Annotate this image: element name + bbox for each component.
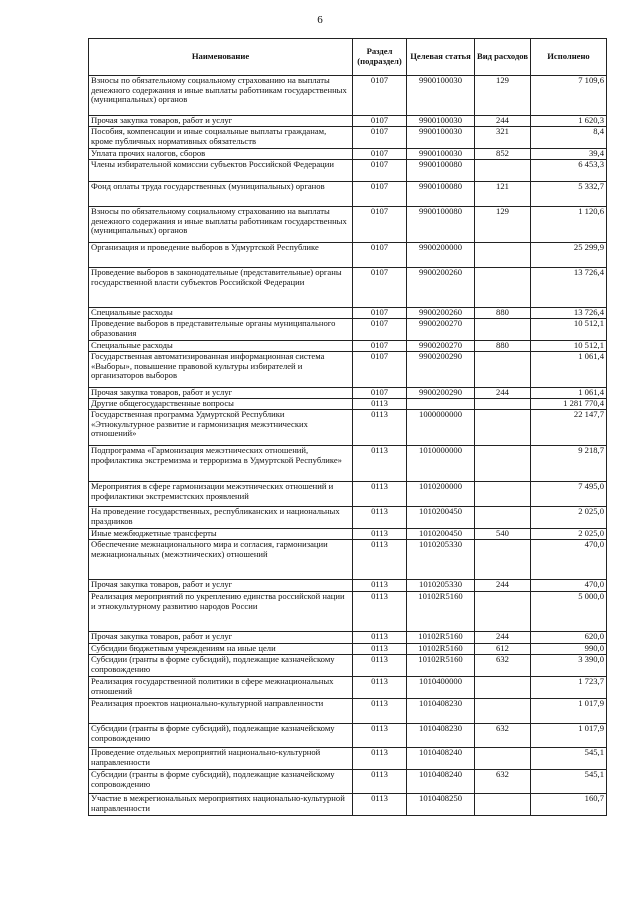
row-expense: 129 (475, 76, 531, 116)
row-section: 0113 (353, 410, 407, 446)
row-section: 0107 (353, 116, 407, 127)
table-row (89, 308, 607, 319)
row-executed: 6 453,3 (531, 160, 607, 182)
row-section: 0107 (353, 243, 407, 268)
row-section: 0113 (353, 699, 407, 724)
row-name: Уплата прочих налогов, сборов (89, 149, 353, 160)
header-article: Целевая статья (407, 39, 475, 76)
table-row (89, 207, 607, 243)
table-row (89, 770, 607, 794)
row-expense (475, 160, 531, 182)
row-section: 0107 (353, 127, 407, 149)
row-executed: 8,4 (531, 127, 607, 149)
row-article: 9900100030 (407, 76, 475, 116)
row-section: 0113 (353, 770, 407, 794)
row-executed: 9 218,7 (531, 446, 607, 482)
table-row (89, 632, 607, 644)
row-article: 1010200450 (407, 529, 475, 540)
row-executed: 10 512,1 (531, 341, 607, 352)
row-executed: 1 017,9 (531, 699, 607, 724)
row-expense: 612 (475, 644, 531, 655)
table-row (89, 410, 607, 446)
row-name: Прочая закупка товаров, работ и услуг (89, 580, 353, 592)
row-name: Реализация государственной политики в сфере межнациональных отношений (89, 677, 353, 699)
row-executed: 1 281 770,4 (531, 399, 607, 410)
row-name: Субсидии (гранты в форме субсидий), подлежащие казначейскому сопровождению (89, 770, 353, 794)
row-section: 0113 (353, 482, 407, 507)
row-expense (475, 399, 531, 410)
table-row (89, 655, 607, 677)
row-executed: 160,7 (531, 794, 607, 816)
row-name: Прочая закупка товаров, работ и услуг (89, 632, 353, 644)
table-row (89, 149, 607, 160)
row-executed: 545,1 (531, 748, 607, 770)
row-executed: 3 390,0 (531, 655, 607, 677)
table-row (89, 748, 607, 770)
row-expense: 852 (475, 149, 531, 160)
row-article: 10102R5160 (407, 644, 475, 655)
row-executed: 2 025,0 (531, 529, 607, 540)
row-name: Субсидии (гранты в форме субсидий), подлежащие казначейскому сопровождению (89, 724, 353, 748)
row-expense (475, 410, 531, 446)
table-row (89, 794, 607, 816)
table-row (89, 507, 607, 529)
row-section: 0113 (353, 724, 407, 748)
row-expense (475, 540, 531, 580)
row-executed: 1 723,7 (531, 677, 607, 699)
row-expense (475, 482, 531, 507)
row-executed: 545,1 (531, 770, 607, 794)
row-expense (475, 794, 531, 816)
table-row (89, 592, 607, 632)
table-row (89, 580, 607, 592)
row-name: Члены избирательной комиссии субъектов Российской Федерации (89, 160, 353, 182)
row-expense: 129 (475, 207, 531, 243)
row-article: 1010408250 (407, 794, 475, 816)
row-executed: 990,0 (531, 644, 607, 655)
row-executed: 470,0 (531, 540, 607, 580)
table-row (89, 529, 607, 540)
table-row (89, 446, 607, 482)
table-row (89, 341, 607, 352)
row-article: 1010200000 (407, 482, 475, 507)
row-section: 0113 (353, 655, 407, 677)
row-executed: 10 512,1 (531, 319, 607, 341)
table-row (89, 482, 607, 507)
row-executed: 1 017,9 (531, 724, 607, 748)
row-section: 0113 (353, 748, 407, 770)
row-expense (475, 268, 531, 308)
row-expense (475, 319, 531, 341)
row-name: Проведение выборов в представительные органы муниципального образования (89, 319, 353, 341)
row-name: Мероприятия в сфере гармонизации межэтнических отношений и профилактики экстремистских проявлений (89, 482, 353, 507)
row-name: Государственная программа Удмуртской Республики «Этнокультурное развитие и гармонизация межэтнических отношений» (89, 410, 353, 446)
table-row (89, 399, 607, 410)
row-article: 1010205330 (407, 540, 475, 580)
row-article: 1010408240 (407, 748, 475, 770)
row-executed: 470,0 (531, 580, 607, 592)
row-expense (475, 748, 531, 770)
row-section: 0113 (353, 632, 407, 644)
row-expense: 540 (475, 529, 531, 540)
table-row (89, 724, 607, 748)
row-name: Подпрограмма «Гармонизация межэтнических отношений, профилактика экстремизма и терроризма в Удмуртской Республике» (89, 446, 353, 482)
row-article: 9900100080 (407, 207, 475, 243)
row-article: 9900200270 (407, 319, 475, 341)
row-article: 10102R5160 (407, 655, 475, 677)
row-section: 0113 (353, 507, 407, 529)
table-row (89, 319, 607, 341)
row-section: 0113 (353, 580, 407, 592)
table-row (89, 540, 607, 580)
row-section: 0107 (353, 308, 407, 319)
row-name: Прочая закупка товаров, работ и услуг (89, 116, 353, 127)
row-executed: 5 332,7 (531, 182, 607, 207)
row-name: Субсидии (гранты в форме субсидий), подлежащие казначейскому сопровождению (89, 655, 353, 677)
row-section: 0113 (353, 540, 407, 580)
row-article: 9900100080 (407, 160, 475, 182)
row-executed: 7 109,6 (531, 76, 607, 116)
row-section: 0113 (353, 677, 407, 699)
row-article: 10102R5160 (407, 592, 475, 632)
row-executed: 39,4 (531, 149, 607, 160)
table-row (89, 352, 607, 388)
row-expense: 244 (475, 388, 531, 399)
row-executed: 13 726,4 (531, 308, 607, 319)
row-article: 9900100030 (407, 127, 475, 149)
table-row (89, 388, 607, 399)
row-article: 1010408230 (407, 699, 475, 724)
budget-table (88, 38, 607, 816)
row-executed: 1 061,4 (531, 388, 607, 399)
header-name: Наименование (89, 39, 353, 76)
row-expense (475, 446, 531, 482)
row-article: 10102R5160 (407, 632, 475, 644)
row-article: 1010000000 (407, 446, 475, 482)
row-name: Проведение отдельных мероприятий национально-культурной направленности (89, 748, 353, 770)
row-article: 1010200450 (407, 507, 475, 529)
row-name: Иные межбюджетные трансферты (89, 529, 353, 540)
row-expense: 244 (475, 580, 531, 592)
row-executed: 7 495,0 (531, 482, 607, 507)
row-section: 0113 (353, 794, 407, 816)
row-expense: 244 (475, 632, 531, 644)
row-section: 0107 (353, 76, 407, 116)
row-expense: 880 (475, 308, 531, 319)
header-section: Раздел (подраздел) (353, 39, 407, 76)
row-article: 1010408230 (407, 724, 475, 748)
row-name: Прочая закупка товаров, работ и услуг (89, 388, 353, 399)
row-section: 0113 (353, 399, 407, 410)
row-expense (475, 592, 531, 632)
row-article: 1000000000 (407, 410, 475, 446)
row-name: Проведение выборов в законодательные (представительные) органы государственной власти субъектов Российской Федерации (89, 268, 353, 308)
table-row (89, 644, 607, 655)
row-executed: 620,0 (531, 632, 607, 644)
row-article: 9900100030 (407, 116, 475, 127)
row-name: Организация и проведение выборов в Удмуртской Республике (89, 243, 353, 268)
table-row (89, 699, 607, 724)
row-section: 0113 (353, 529, 407, 540)
row-name: Специальные расходы (89, 341, 353, 352)
row-name: Субсидии бюджетным учреждениям на иные цели (89, 644, 353, 655)
row-executed: 1 061,4 (531, 352, 607, 388)
table-row (89, 182, 607, 207)
row-section: 0107 (353, 160, 407, 182)
page-number: 6 (317, 14, 323, 26)
row-executed: 5 000,0 (531, 592, 607, 632)
row-article: 9900200260 (407, 268, 475, 308)
row-section: 0113 (353, 592, 407, 632)
row-name: Другие общегосударственные вопросы (89, 399, 353, 410)
row-name: Взносы по обязательному социальному страхованию на выплаты денежного содержания и иные выплаты работникам государственных (муниципальных) органов (89, 76, 353, 116)
row-article: 9900200290 (407, 352, 475, 388)
row-executed: 22 147,7 (531, 410, 607, 446)
row-section: 0107 (353, 341, 407, 352)
row-section: 0107 (353, 149, 407, 160)
header-expense: Вид расходов (475, 39, 531, 76)
header-executed: Исполнено (531, 39, 607, 76)
table-header-row (89, 39, 607, 76)
row-name: На проведение государственных, республиканских и национальных праздников (89, 507, 353, 529)
row-name: Фонд оплаты труда государственных (муниципальных) органов (89, 182, 353, 207)
row-article: 1010408240 (407, 770, 475, 794)
row-article: 9900200260 (407, 308, 475, 319)
row-executed: 1 620,3 (531, 116, 607, 127)
row-article: 9900100080 (407, 182, 475, 207)
row-executed: 13 726,4 (531, 268, 607, 308)
row-expense (475, 352, 531, 388)
row-section: 0107 (353, 268, 407, 308)
row-name: Обеспечение межнационального мира и согласия, гармонизации межнациональных (межэтнических) отношений (89, 540, 353, 580)
row-name: Специальные расходы (89, 308, 353, 319)
row-name: Взносы по обязательному социальному страхованию на выплаты денежного содержания и иные выплаты работникам государственных (муниципальных) органов (89, 207, 353, 243)
row-section: 0107 (353, 319, 407, 341)
row-section: 0107 (353, 352, 407, 388)
row-article (407, 399, 475, 410)
row-expense (475, 677, 531, 699)
row-expense: 632 (475, 655, 531, 677)
row-expense (475, 507, 531, 529)
row-name: Пособия, компенсации и иные социальные выплаты гражданам, кроме публичных нормативных обязательств (89, 127, 353, 149)
row-expense: 632 (475, 724, 531, 748)
row-section: 0107 (353, 207, 407, 243)
table-row (89, 127, 607, 149)
row-name: Реализация мероприятий по укреплению единства российской нации и этнокультурному развитию народов России (89, 592, 353, 632)
row-name: Реализация проектов национально-культурной направленности (89, 699, 353, 724)
row-expense: 880 (475, 341, 531, 352)
row-article: 9900100030 (407, 149, 475, 160)
row-section: 0107 (353, 388, 407, 399)
table-row (89, 76, 607, 116)
table-row (89, 677, 607, 699)
row-expense: 321 (475, 127, 531, 149)
row-article: 9900200270 (407, 341, 475, 352)
row-executed: 25 299,9 (531, 243, 607, 268)
table-row (89, 160, 607, 182)
table-row (89, 116, 607, 127)
row-expense (475, 699, 531, 724)
row-executed: 2 025,0 (531, 507, 607, 529)
row-article: 1010205330 (407, 580, 475, 592)
row-executed: 1 120,6 (531, 207, 607, 243)
row-name: Участие в межрегиональных мероприятиях национально-культурной направленности (89, 794, 353, 816)
table-row (89, 268, 607, 308)
row-expense: 121 (475, 182, 531, 207)
row-section: 0107 (353, 182, 407, 207)
table-row (89, 243, 607, 268)
row-section: 0113 (353, 644, 407, 655)
row-expense: 244 (475, 116, 531, 127)
row-expense: 632 (475, 770, 531, 794)
row-article: 9900200000 (407, 243, 475, 268)
row-article: 9900200290 (407, 388, 475, 399)
row-article: 1010400000 (407, 677, 475, 699)
row-expense (475, 243, 531, 268)
row-name: Государственная автоматизированная информационная система «Выборы», повышение правовой культуры избирателей и организаторов выборов (89, 352, 353, 388)
row-section: 0113 (353, 446, 407, 482)
